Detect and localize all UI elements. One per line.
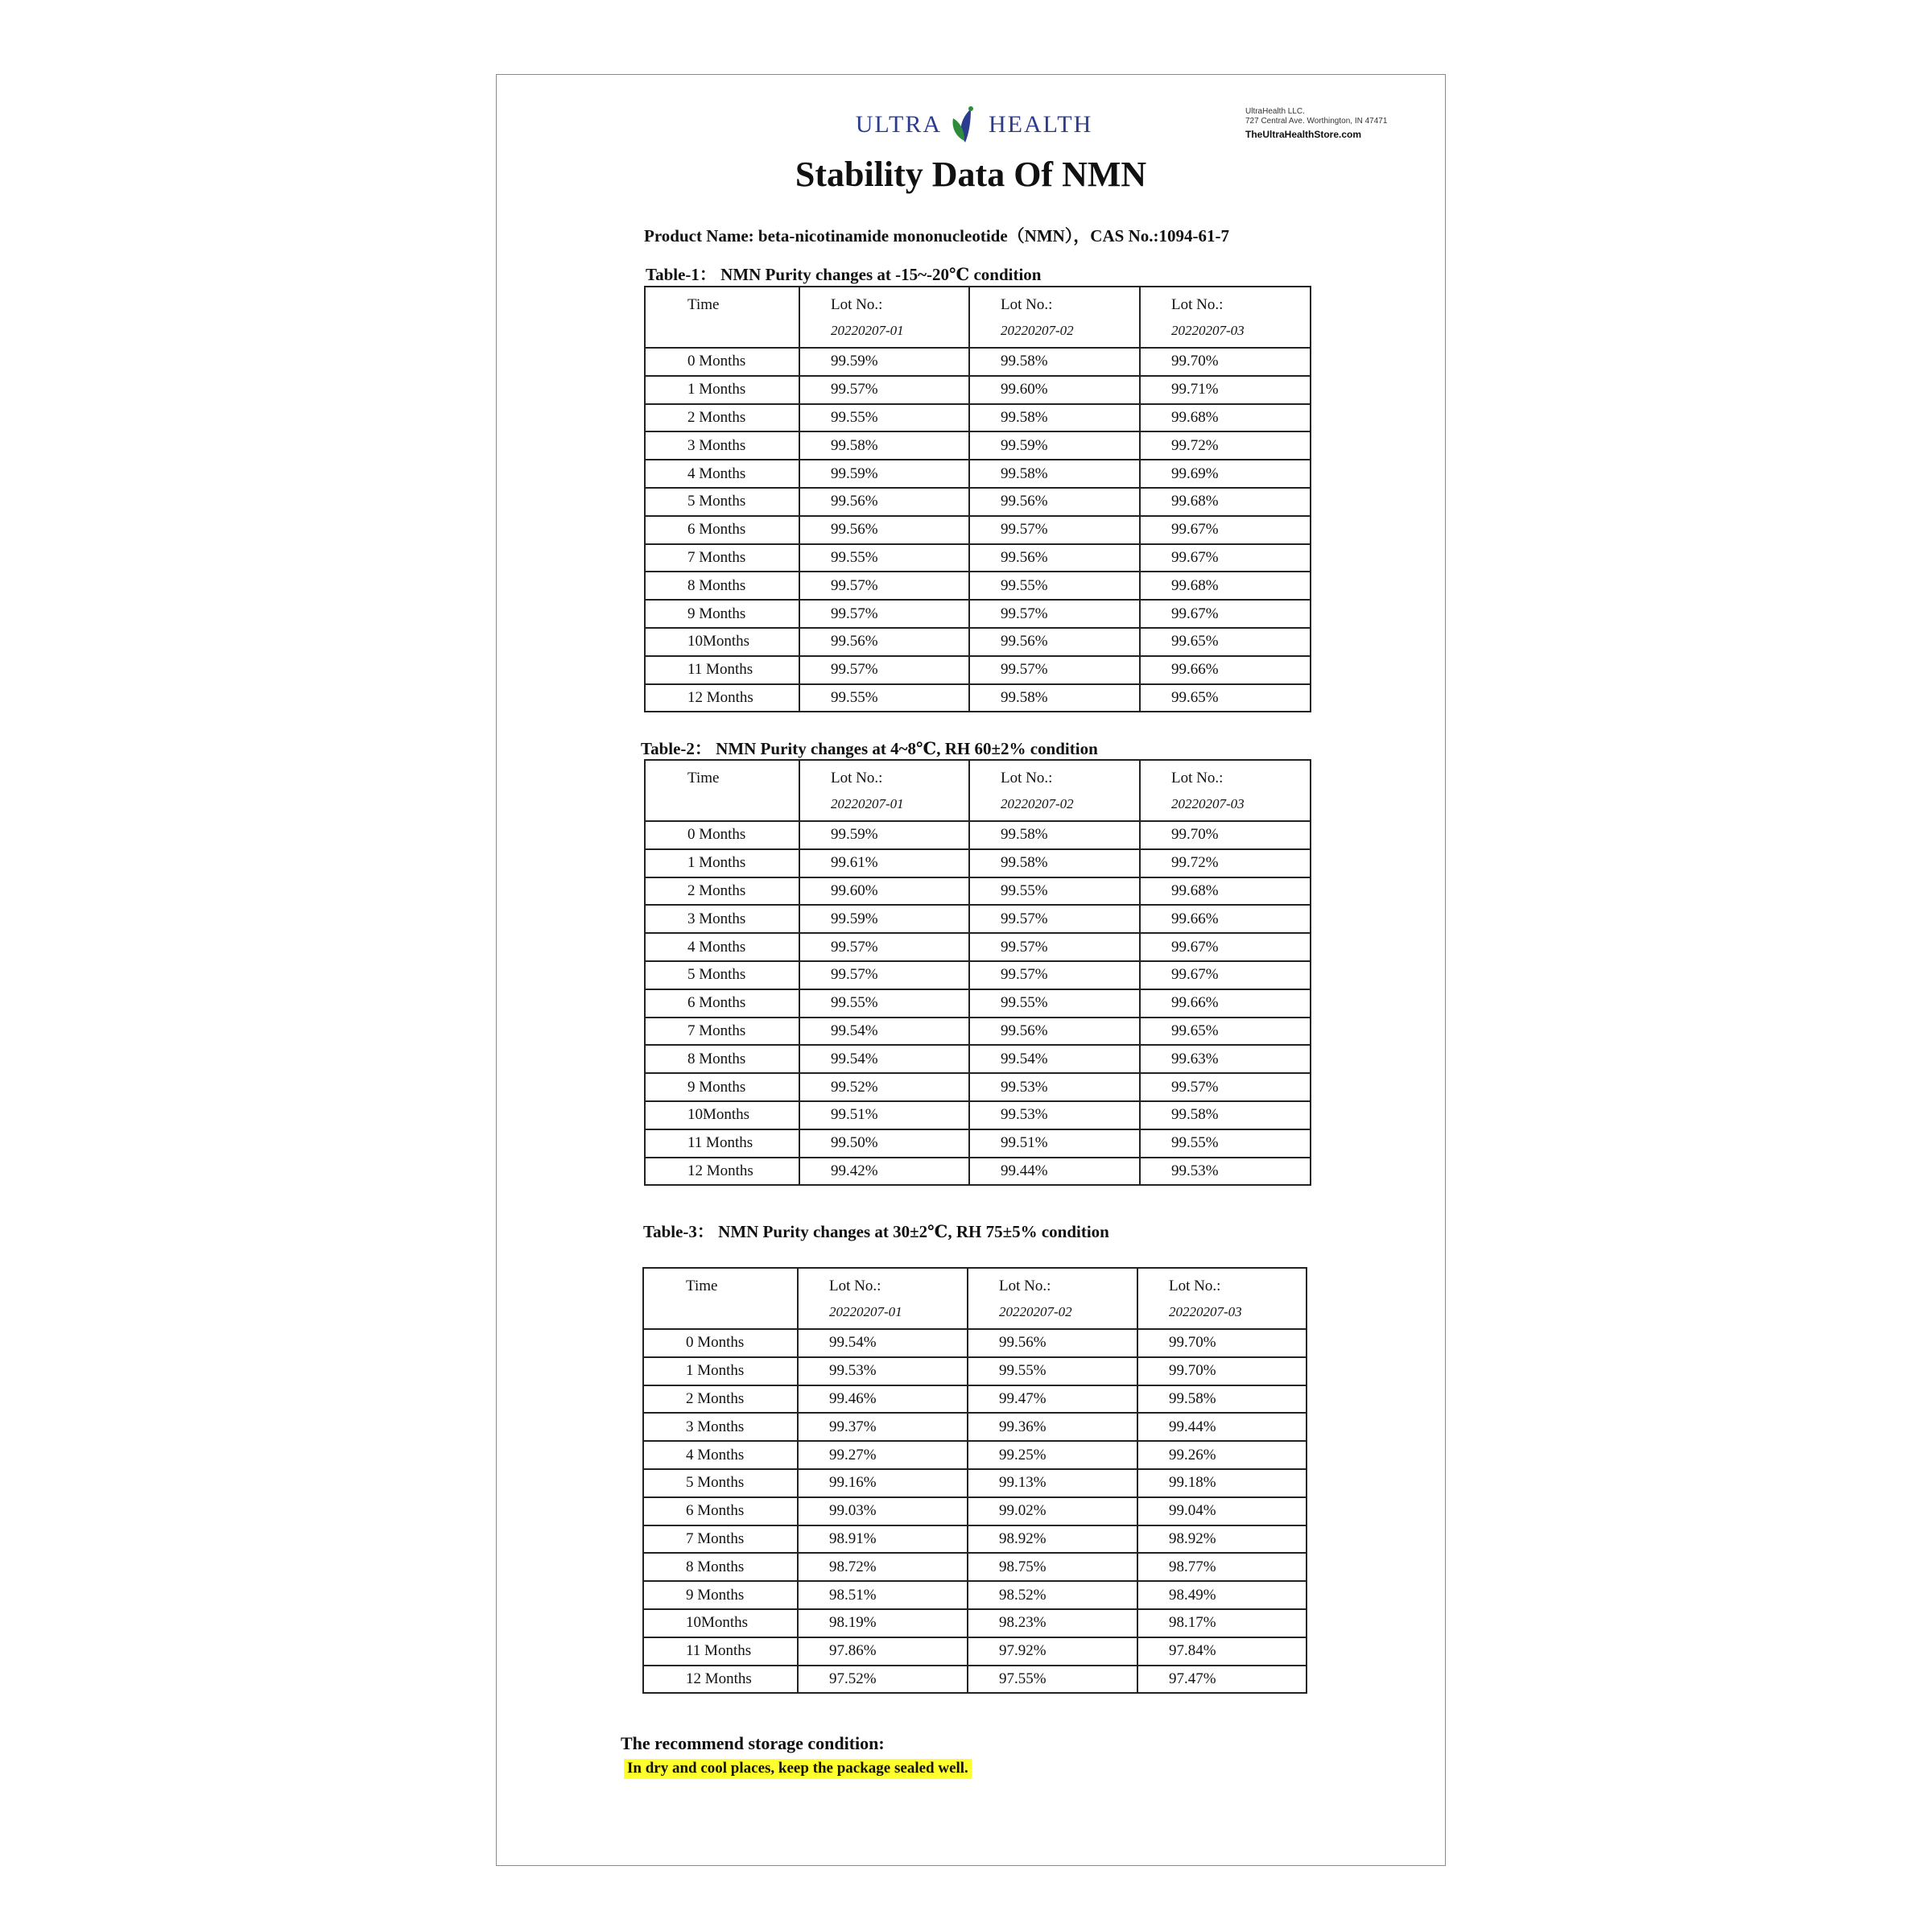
lot-header — [969, 287, 1140, 348]
time-cell: 9 Months — [643, 1581, 798, 1609]
lot-label: Lot No.: — [1169, 1278, 1221, 1294]
time-cell: 1 Months — [645, 849, 799, 877]
time-cell: 0 Months — [643, 1329, 798, 1357]
purity-cell: 97.47% — [1137, 1666, 1307, 1694]
purity-cell: 98.72% — [798, 1553, 968, 1581]
purity-cell: 99.56% — [969, 488, 1140, 516]
purity-cell: 99.27% — [798, 1441, 968, 1469]
purity-cell: 99.57% — [799, 933, 969, 961]
table-header-row — [643, 1268, 1307, 1329]
purity-cell: 99.26% — [1137, 1441, 1307, 1469]
purity-cell: 99.68% — [1140, 877, 1311, 906]
purity-cell: 99.57% — [799, 961, 969, 989]
time-cell: 4 Months — [643, 1441, 798, 1469]
purity-cell: 98.91% — [798, 1525, 968, 1554]
table-row — [645, 1045, 1311, 1073]
purity-cell: 99.66% — [1140, 989, 1311, 1018]
purity-cell: 99.66% — [1140, 656, 1311, 684]
purity-cell: 99.54% — [799, 1045, 969, 1073]
table-row — [643, 1581, 1307, 1609]
time-cell: 1 Months — [645, 376, 799, 404]
lot-header — [1140, 760, 1311, 821]
purity-cell: 99.55% — [969, 877, 1140, 906]
logo-text-right: HEALTH — [989, 111, 1093, 138]
table-row — [645, 516, 1311, 544]
table-row — [645, 544, 1311, 572]
purity-cell: 99.57% — [799, 656, 969, 684]
lot-label: Lot No.: — [831, 770, 883, 786]
company-website: TheUltraHealthStore.com — [1245, 129, 1362, 140]
purity-cell: 99.58% — [1137, 1385, 1307, 1414]
table-row — [643, 1413, 1307, 1441]
purity-cell: 99.44% — [1137, 1413, 1307, 1441]
purity-cell: 97.52% — [798, 1666, 968, 1694]
purity-cell: 99.51% — [799, 1101, 969, 1129]
purity-cell: 99.57% — [1140, 1073, 1311, 1101]
lot-label: Lot No.: — [1171, 296, 1224, 313]
purity-cell: 99.25% — [968, 1441, 1137, 1469]
purity-cell: 99.59% — [799, 905, 969, 933]
table-3 — [642, 1267, 1307, 1694]
time-cell: 12 Months — [645, 1158, 799, 1186]
table-row — [645, 961, 1311, 989]
purity-cell: 99.59% — [799, 821, 969, 849]
purity-cell: 98.52% — [968, 1581, 1137, 1609]
purity-cell: 98.19% — [798, 1609, 968, 1637]
purity-cell: 99.67% — [1140, 961, 1311, 989]
purity-cell: 99.53% — [798, 1357, 968, 1385]
table-row — [645, 348, 1311, 376]
purity-cell: 99.61% — [799, 849, 969, 877]
lot-number: 20220207-02 — [1001, 323, 1074, 338]
lot-header — [799, 287, 969, 348]
table-row — [643, 1553, 1307, 1581]
purity-cell: 99.71% — [1140, 376, 1311, 404]
purity-cell: 99.54% — [798, 1329, 968, 1357]
ultrahealth-logo — [841, 101, 1107, 149]
table-row — [645, 1158, 1311, 1186]
table-row — [643, 1441, 1307, 1469]
table-1 — [644, 286, 1311, 712]
lot-header — [799, 760, 969, 821]
logo-text-left: ULTRA — [855, 111, 943, 138]
time-header: Time — [645, 760, 799, 821]
table-row — [645, 656, 1311, 684]
purity-cell: 97.86% — [798, 1637, 968, 1666]
purity-cell: 99.55% — [799, 404, 969, 432]
purity-cell: 99.46% — [798, 1385, 968, 1414]
table-row — [645, 404, 1311, 432]
purity-cell: 99.58% — [799, 431, 969, 460]
lot-header — [1140, 287, 1311, 348]
purity-cell: 97.84% — [1137, 1637, 1307, 1666]
purity-cell: 99.37% — [798, 1413, 968, 1441]
table-row — [645, 905, 1311, 933]
purity-cell: 99.55% — [1140, 1129, 1311, 1158]
table-3-caption: Table-3： NMN Purity changes at 30±2℃, RH 75±5% condition — [643, 1222, 1109, 1241]
purity-cell: 98.51% — [798, 1581, 968, 1609]
document-title: Stability Data Of NMN — [795, 155, 1147, 194]
table-row — [645, 821, 1311, 849]
purity-cell: 99.70% — [1137, 1357, 1307, 1385]
purity-cell: 99.56% — [969, 1018, 1140, 1046]
product-line: Product Name: beta-nicotinamide mononucleotide（NMN），CAS No.:1094-61-7 — [644, 226, 1229, 246]
purity-cell: 99.58% — [969, 404, 1140, 432]
time-cell: 11 Months — [645, 656, 799, 684]
purity-cell: 97.55% — [968, 1666, 1137, 1694]
purity-cell: 99.57% — [799, 376, 969, 404]
purity-cell: 99.58% — [969, 684, 1140, 712]
table-row — [645, 431, 1311, 460]
time-cell: 1 Months — [643, 1357, 798, 1385]
time-header: Time — [643, 1268, 798, 1329]
time-cell: 10Months — [645, 1101, 799, 1129]
table-row — [645, 933, 1311, 961]
purity-cell: 98.75% — [968, 1553, 1137, 1581]
purity-cell: 99.44% — [969, 1158, 1140, 1186]
table-row — [645, 600, 1311, 628]
time-cell: 7 Months — [645, 1018, 799, 1046]
purity-cell: 98.49% — [1137, 1581, 1307, 1609]
purity-cell: 99.57% — [969, 961, 1140, 989]
table-row — [645, 684, 1311, 712]
purity-cell: 99.70% — [1140, 348, 1311, 376]
lot-number: 20220207-01 — [831, 796, 904, 811]
purity-cell: 99.55% — [969, 989, 1140, 1018]
purity-cell: 99.55% — [968, 1357, 1137, 1385]
purity-cell: 99.36% — [968, 1413, 1137, 1441]
purity-cell: 99.56% — [799, 516, 969, 544]
purity-cell: 99.55% — [799, 684, 969, 712]
purity-cell: 99.65% — [1140, 628, 1311, 656]
time-cell: 3 Months — [645, 905, 799, 933]
table-row — [645, 628, 1311, 656]
purity-cell: 99.68% — [1140, 572, 1311, 600]
purity-cell: 99.03% — [798, 1497, 968, 1525]
purity-cell: 98.92% — [1137, 1525, 1307, 1554]
purity-cell: 99.59% — [799, 348, 969, 376]
purity-cell: 99.55% — [799, 989, 969, 1018]
lot-number: 20220207-02 — [1001, 796, 1074, 811]
leaf-logo-icon — [947, 104, 984, 146]
lot-label: Lot No.: — [1001, 296, 1053, 313]
purity-cell: 99.58% — [969, 348, 1140, 376]
purity-cell: 99.67% — [1140, 933, 1311, 961]
purity-cell: 98.17% — [1137, 1609, 1307, 1637]
table-row — [645, 572, 1311, 600]
table-row — [643, 1666, 1307, 1694]
purity-cell: 99.50% — [799, 1129, 969, 1158]
time-cell: 9 Months — [645, 1073, 799, 1101]
purity-cell: 98.23% — [968, 1609, 1137, 1637]
purity-cell: 99.58% — [969, 460, 1140, 488]
table-2 — [644, 759, 1311, 1186]
table-row — [645, 1101, 1311, 1129]
purity-cell: 99.56% — [969, 628, 1140, 656]
purity-cell: 99.58% — [969, 821, 1140, 849]
time-cell: 10Months — [645, 628, 799, 656]
purity-cell: 98.92% — [968, 1525, 1137, 1554]
purity-cell: 99.42% — [799, 1158, 969, 1186]
time-cell: 6 Months — [643, 1497, 798, 1525]
time-cell: 5 Months — [645, 961, 799, 989]
lot-header — [1137, 1268, 1307, 1329]
purity-cell: 99.67% — [1140, 600, 1311, 628]
purity-cell: 99.59% — [969, 431, 1140, 460]
time-header: Time — [645, 287, 799, 348]
purity-cell: 99.53% — [969, 1101, 1140, 1129]
purity-cell: 99.58% — [969, 849, 1140, 877]
lot-number: 20220207-03 — [1171, 323, 1245, 338]
purity-cell: 99.60% — [799, 877, 969, 906]
time-cell: 2 Months — [643, 1385, 798, 1414]
purity-cell: 99.70% — [1140, 821, 1311, 849]
table-row — [643, 1609, 1307, 1637]
lot-number: 20220207-03 — [1171, 796, 1245, 811]
time-cell: 2 Months — [645, 404, 799, 432]
purity-cell: 99.66% — [1140, 905, 1311, 933]
time-cell: 5 Months — [643, 1469, 798, 1497]
time-cell: 2 Months — [645, 877, 799, 906]
table-row — [645, 849, 1311, 877]
purity-cell: 99.63% — [1140, 1045, 1311, 1073]
purity-cell: 99.55% — [969, 572, 1140, 600]
purity-cell: 99.56% — [969, 544, 1140, 572]
table-row — [645, 877, 1311, 906]
purity-cell: 99.02% — [968, 1497, 1137, 1525]
lot-header — [798, 1268, 968, 1329]
purity-cell: 99.54% — [969, 1045, 1140, 1073]
purity-cell: 97.92% — [968, 1637, 1137, 1666]
purity-cell: 99.57% — [969, 600, 1140, 628]
time-cell: 3 Months — [643, 1413, 798, 1441]
lot-number: 20220207-01 — [829, 1304, 902, 1319]
table-row — [645, 1129, 1311, 1158]
time-cell: 10Months — [643, 1609, 798, 1637]
lot-label: Lot No.: — [999, 1278, 1051, 1294]
time-cell: 9 Months — [645, 600, 799, 628]
table-header-row — [645, 760, 1311, 821]
purity-cell: 99.57% — [969, 516, 1140, 544]
purity-cell: 99.69% — [1140, 460, 1311, 488]
lot-header — [968, 1268, 1137, 1329]
lot-label: Lot No.: — [1001, 770, 1053, 786]
table-row — [645, 1018, 1311, 1046]
table-row — [645, 460, 1311, 488]
company-info — [1245, 107, 1387, 139]
time-cell: 8 Months — [645, 572, 799, 600]
lot-label: Lot No.: — [1171, 770, 1224, 786]
purity-cell: 99.59% — [799, 460, 969, 488]
company-address: 727 Central Ave. Worthington, IN 47471 — [1245, 117, 1388, 126]
purity-cell: 99.56% — [968, 1329, 1137, 1357]
time-cell: 7 Months — [645, 544, 799, 572]
storage-recommendation-title: The recommend storage condition: — [621, 1733, 885, 1753]
time-cell: 11 Months — [645, 1129, 799, 1158]
purity-cell: 99.47% — [968, 1385, 1137, 1414]
table-2-caption: Table-2： NMN Purity changes at 4~8℃, RH 60±2% condition — [641, 739, 1098, 758]
time-cell: 11 Months — [643, 1637, 798, 1666]
purity-cell: 99.60% — [969, 376, 1140, 404]
storage-recommendation-text: In dry and cool places, keep the package sealed well. — [624, 1759, 972, 1779]
purity-cell: 99.57% — [969, 656, 1140, 684]
time-cell: 0 Months — [645, 821, 799, 849]
purity-cell: 99.56% — [799, 488, 969, 516]
purity-cell: 99.51% — [969, 1129, 1140, 1158]
time-cell: 6 Months — [645, 516, 799, 544]
purity-cell: 99.04% — [1137, 1497, 1307, 1525]
table-1-caption: Table-1： NMN Purity changes at -15~-20℃ condition — [646, 265, 1042, 284]
time-cell: 8 Months — [643, 1553, 798, 1581]
purity-cell: 99.53% — [1140, 1158, 1311, 1186]
table-row — [643, 1637, 1307, 1666]
time-cell: 12 Months — [645, 684, 799, 712]
table-row — [643, 1329, 1307, 1357]
lot-label: Lot No.: — [831, 296, 883, 313]
time-cell: 3 Months — [645, 431, 799, 460]
table-header-row — [645, 287, 1311, 348]
time-cell: 5 Months — [645, 488, 799, 516]
lot-number: 20220207-01 — [831, 323, 904, 338]
table-row — [643, 1497, 1307, 1525]
table-row — [643, 1469, 1307, 1497]
purity-cell: 99.52% — [799, 1073, 969, 1101]
document-page — [496, 74, 1446, 1866]
purity-cell: 99.67% — [1140, 544, 1311, 572]
company-name: UltraHealth LLC. — [1245, 107, 1305, 116]
purity-cell: 98.77% — [1137, 1553, 1307, 1581]
purity-cell: 99.57% — [799, 572, 969, 600]
lot-number: 20220207-02 — [999, 1304, 1072, 1319]
table-row — [643, 1385, 1307, 1414]
table-row — [645, 488, 1311, 516]
table-row — [643, 1357, 1307, 1385]
time-cell: 12 Months — [643, 1666, 798, 1694]
purity-cell: 99.65% — [1140, 1018, 1311, 1046]
purity-cell: 99.55% — [799, 544, 969, 572]
purity-cell: 99.58% — [1140, 1101, 1311, 1129]
time-cell: 4 Months — [645, 460, 799, 488]
purity-cell: 99.13% — [968, 1469, 1137, 1497]
purity-cell: 99.72% — [1140, 849, 1311, 877]
purity-cell: 99.57% — [969, 933, 1140, 961]
purity-cell: 99.72% — [1140, 431, 1311, 460]
table-row — [645, 989, 1311, 1018]
lot-number: 20220207-03 — [1169, 1304, 1242, 1319]
purity-cell: 99.68% — [1140, 404, 1311, 432]
time-cell: 7 Months — [643, 1525, 798, 1554]
purity-cell: 99.67% — [1140, 516, 1311, 544]
time-cell: 4 Months — [645, 933, 799, 961]
time-cell: 6 Months — [645, 989, 799, 1018]
lot-header — [969, 760, 1140, 821]
lot-label: Lot No.: — [829, 1278, 881, 1294]
purity-cell: 99.70% — [1137, 1329, 1307, 1357]
purity-cell: 99.54% — [799, 1018, 969, 1046]
table-row — [645, 376, 1311, 404]
purity-cell: 99.16% — [798, 1469, 968, 1497]
purity-cell: 99.18% — [1137, 1469, 1307, 1497]
purity-cell: 99.65% — [1140, 684, 1311, 712]
purity-cell: 99.56% — [799, 628, 969, 656]
purity-cell: 99.68% — [1140, 488, 1311, 516]
table-row — [645, 1073, 1311, 1101]
time-cell: 0 Months — [645, 348, 799, 376]
table-row — [643, 1525, 1307, 1554]
purity-cell: 99.53% — [969, 1073, 1140, 1101]
purity-cell: 99.57% — [969, 905, 1140, 933]
purity-cell: 99.57% — [799, 600, 969, 628]
time-cell: 8 Months — [645, 1045, 799, 1073]
